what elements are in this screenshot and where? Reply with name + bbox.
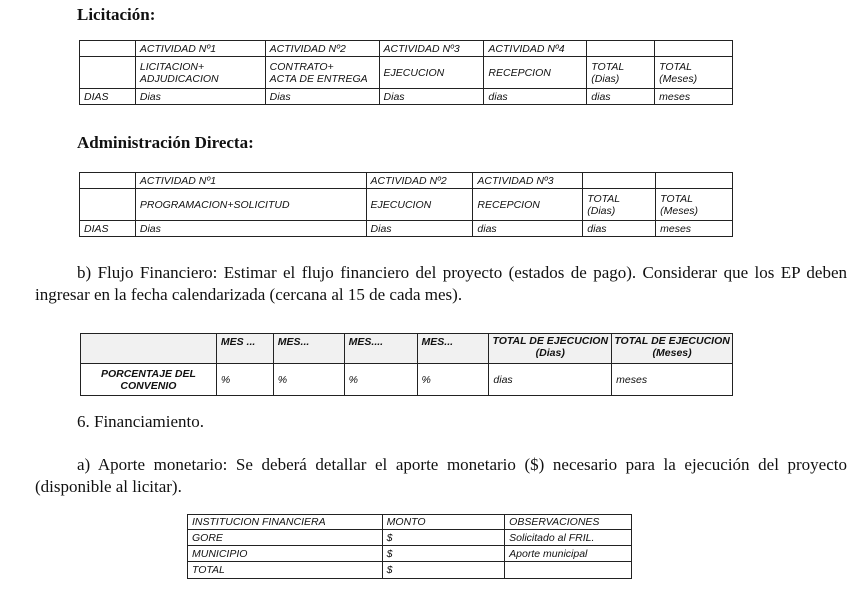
institution-cell: MUNICIPIO <box>188 546 383 562</box>
section6-title: 6. Financiamiento. <box>77 412 205 431</box>
desc-cell: EJECUCION <box>366 189 473 221</box>
flujo-paragraph: b) Flujo Financiero: Estimar el flujo financiero del proyecto (estados de pago). Considerar que los EP deben ingresar en la fecha calendarizada (cercana al 15 de cada mes). <box>35 263 847 304</box>
empty-cell <box>80 189 136 221</box>
row-label: DIAS <box>80 89 136 105</box>
flujo-table <box>80 333 733 396</box>
amount-cell: $ <box>382 530 505 546</box>
desc-cell: RECEPCION <box>484 57 587 89</box>
licitacion-title: Licitación: <box>77 5 156 24</box>
table-row <box>188 546 632 562</box>
aporte-paragraph: a) Aporte monetario: Se deberá detallar el aporte monetario ($) necesario para la ejecución del proyecto (disponible al licitar). <box>35 455 847 496</box>
table-row <box>80 89 733 105</box>
observation-cell: Aporte municipal <box>505 546 632 562</box>
table-header-row <box>80 41 733 57</box>
table-header-row <box>80 173 733 189</box>
header-cell: ACTIVIDAD Nº4 <box>484 41 587 57</box>
header-cell <box>656 173 733 189</box>
value-cell: meses <box>655 89 733 105</box>
desc-cell: TOTAL (Meses) <box>655 57 733 89</box>
value-cell: dias <box>489 364 612 396</box>
header-cell: ACTIVIDAD Nº2 <box>366 173 473 189</box>
header-cell: ACTIVIDAD Nº3 <box>379 41 484 57</box>
value-cell: Dias <box>265 89 379 105</box>
institution-cell: GORE <box>188 530 383 546</box>
table-header-row <box>188 515 632 530</box>
admin-table <box>79 172 733 237</box>
value-cell: dias <box>484 89 587 105</box>
header-cell: TOTAL DE EJECUCION (Meses) <box>612 334 733 364</box>
value-cell: % <box>344 364 417 396</box>
table-row <box>80 221 733 237</box>
desc-cell: RECEPCION <box>473 189 583 221</box>
header-cell: TOTAL DE EJECUCION (Dias) <box>489 334 612 364</box>
institution-cell: TOTAL <box>188 562 383 579</box>
empty-cell <box>80 57 136 89</box>
header-cell: ACTIVIDAD Nº2 <box>265 41 379 57</box>
desc-cell: TOTAL (Meses) <box>656 189 733 221</box>
desc-cell: TOTAL (Dias) <box>587 57 655 89</box>
observation-cell: Solicitado al FRIL. <box>505 530 632 546</box>
empty-cell <box>81 334 217 364</box>
value-cell: dias <box>587 89 655 105</box>
header-cell: ACTIVIDAD Nº3 <box>473 173 583 189</box>
header-cell: MES... <box>273 334 344 364</box>
header-cell: MES ... <box>216 334 273 364</box>
desc-cell: CONTRATO+ ACTA DE ENTREGA <box>265 57 379 89</box>
desc-cell: LICITACION+ ADJUDICACION <box>135 57 265 89</box>
value-cell: dias <box>473 221 583 237</box>
value-cell: Dias <box>379 89 484 105</box>
table-row <box>81 364 733 396</box>
value-cell: % <box>417 364 489 396</box>
header-cell: MONTO <box>382 515 505 530</box>
header-cell: MES.... <box>344 334 417 364</box>
amount-cell: $ <box>382 546 505 562</box>
header-cell: MES... <box>417 334 489 364</box>
header-cell: INSTITUCION FINANCIERA <box>188 515 383 530</box>
header-cell <box>80 41 136 57</box>
value-cell: meses <box>656 221 733 237</box>
table-row <box>188 562 632 579</box>
desc-cell: EJECUCION <box>379 57 484 89</box>
value-cell: dias <box>583 221 656 237</box>
header-cell: ACTIVIDAD Nº1 <box>135 173 366 189</box>
row-label: DIAS <box>80 221 136 237</box>
observation-cell <box>505 562 632 579</box>
table-header-row <box>81 334 733 364</box>
admin-title: Administración Directa: <box>77 133 254 152</box>
value-cell: Dias <box>135 89 265 105</box>
value-cell: meses <box>612 364 733 396</box>
licitacion-table <box>79 40 733 105</box>
header-cell <box>655 41 733 57</box>
value-cell: % <box>273 364 344 396</box>
desc-cell: TOTAL (Dias) <box>583 189 656 221</box>
desc-cell: PROGRAMACION+SOLICITUD <box>135 189 366 221</box>
row-label: PORCENTAJE DEL CONVENIO <box>81 364 217 396</box>
value-cell: % <box>216 364 273 396</box>
value-cell: Dias <box>135 221 366 237</box>
table-row <box>188 530 632 546</box>
value-cell: Dias <box>366 221 473 237</box>
header-cell <box>583 173 656 189</box>
table-row <box>80 57 733 89</box>
header-cell: OBSERVACIONES <box>505 515 632 530</box>
table-row <box>80 189 733 221</box>
header-cell <box>587 41 655 57</box>
amount-cell: $ <box>382 562 505 579</box>
header-cell: ACTIVIDAD Nº1 <box>135 41 265 57</box>
header-cell <box>80 173 136 189</box>
aporte-table <box>187 514 632 579</box>
